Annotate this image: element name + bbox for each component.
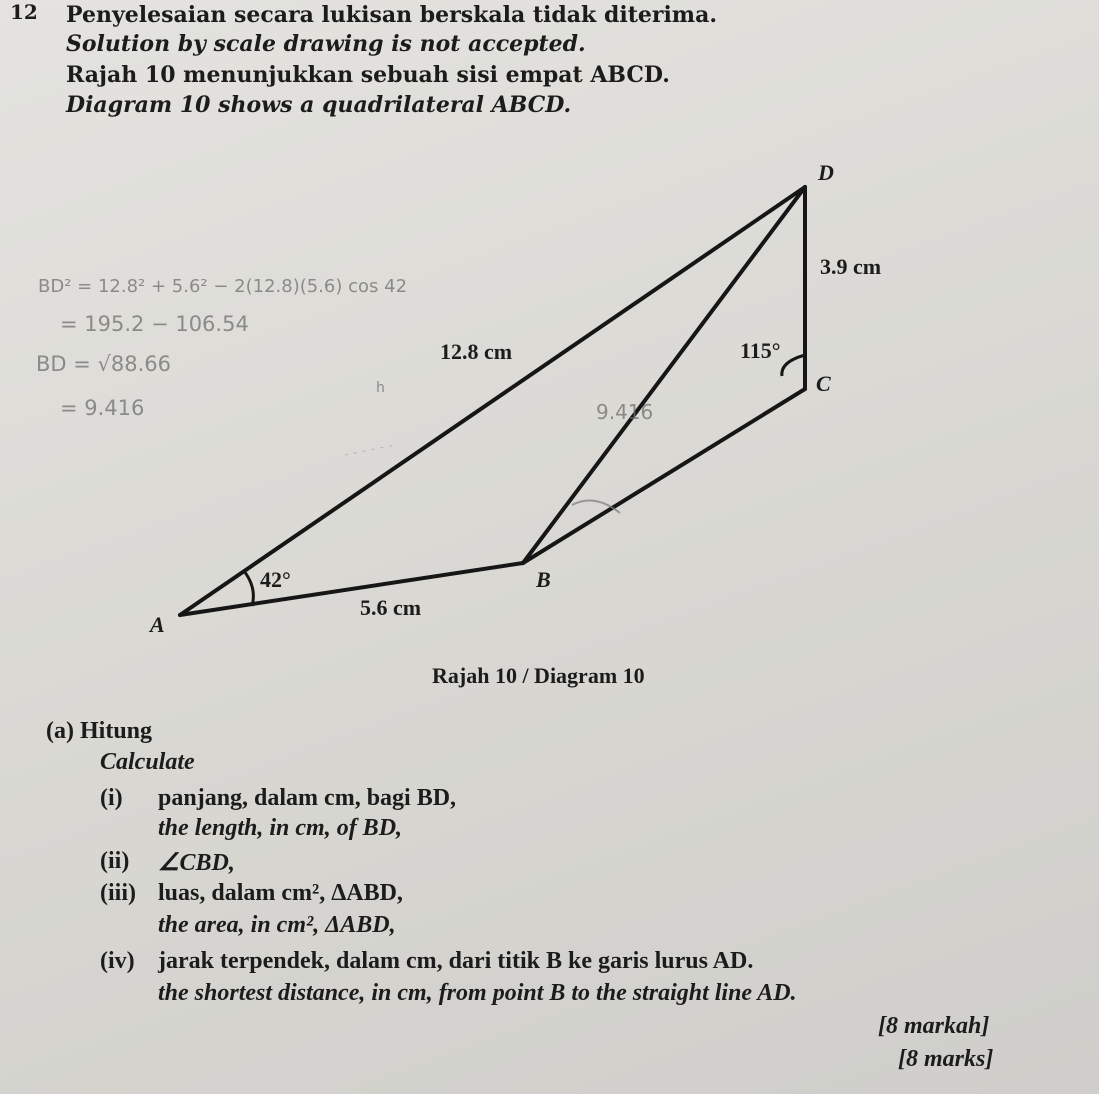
item-iv-en: the shortest distance, in cm, from point B to the straight line AD. <box>158 980 797 1006</box>
working-h-mark: h <box>376 380 385 396</box>
angle-A-label: 42° <box>260 567 291 592</box>
angle-C-arc <box>782 355 805 376</box>
vertex-D-label: D <box>818 160 834 185</box>
instruction-en: Solution by scale drawing is not accepted. <box>66 31 586 57</box>
length-AD-label: 12.8 cm <box>440 339 513 364</box>
item-iii-en: the area, in cm², ΔABD, <box>158 912 396 938</box>
item-iv-ms: jarak terpendek, dalam cm, dari titik B ke garis lurus AD. <box>158 948 754 974</box>
working-line-4: = 9.416 <box>60 396 145 420</box>
working-line-2: = 195.2 − 106.54 <box>60 312 249 336</box>
item-iv-label: (iv) <box>100 948 135 974</box>
diagram-caption: Rajah 10 / Diagram 10 <box>432 663 645 688</box>
working-line-1: BD² = 12.8² + 5.6² − 2(12.8)(5.6) cos 42 <box>38 276 408 297</box>
item-i-en: the length, in cm, of BD, <box>158 815 403 841</box>
item-iii-label: (iii) <box>100 880 136 906</box>
working-bd-note: 9.416 <box>596 400 654 424</box>
angle-C-label: 115° <box>740 338 781 363</box>
angle-A-arc <box>244 571 253 606</box>
part-a-en: Calculate <box>100 749 195 775</box>
question-number: 12 <box>10 0 38 24</box>
marks-en: [8 marks] <box>898 1046 994 1072</box>
pencil-angle-mark <box>572 501 620 514</box>
part-a-label: (a) Hitung <box>46 718 153 744</box>
item-iii-ms: luas, dalam cm², ΔABD, <box>158 880 403 906</box>
side-AB <box>180 563 523 615</box>
item-i-ms: panjang, dalam cm, bagi BD, <box>158 785 457 811</box>
instruction-ms: Penyelesaian secara lukisan berskala tidak diterima. <box>66 2 717 28</box>
working-line-3: BD = √88.66 <box>36 352 172 376</box>
diagonal-BD <box>523 187 805 563</box>
length-AB-label: 5.6 cm <box>360 595 422 620</box>
side-BC <box>523 389 805 563</box>
vertex-C-label: C <box>816 371 831 396</box>
marks-ms: [8 markah] <box>878 1013 990 1039</box>
side-AD <box>180 187 805 615</box>
vertex-B-label: B <box>536 567 551 592</box>
vertex-A-label: A <box>150 612 165 637</box>
length-DC-label: 3.9 cm <box>820 254 882 279</box>
item-ii-text: ∠CBD, <box>158 850 235 876</box>
pencil-dashes <box>345 445 395 455</box>
item-i-label: (i) <box>100 785 123 811</box>
intro-ms: Rajah 10 menunjukkan sebuah sisi empat ABCD. <box>66 62 670 88</box>
intro-en: Diagram 10 shows a quadrilateral ABCD. <box>66 92 572 118</box>
item-ii-label: (ii) <box>100 848 130 874</box>
